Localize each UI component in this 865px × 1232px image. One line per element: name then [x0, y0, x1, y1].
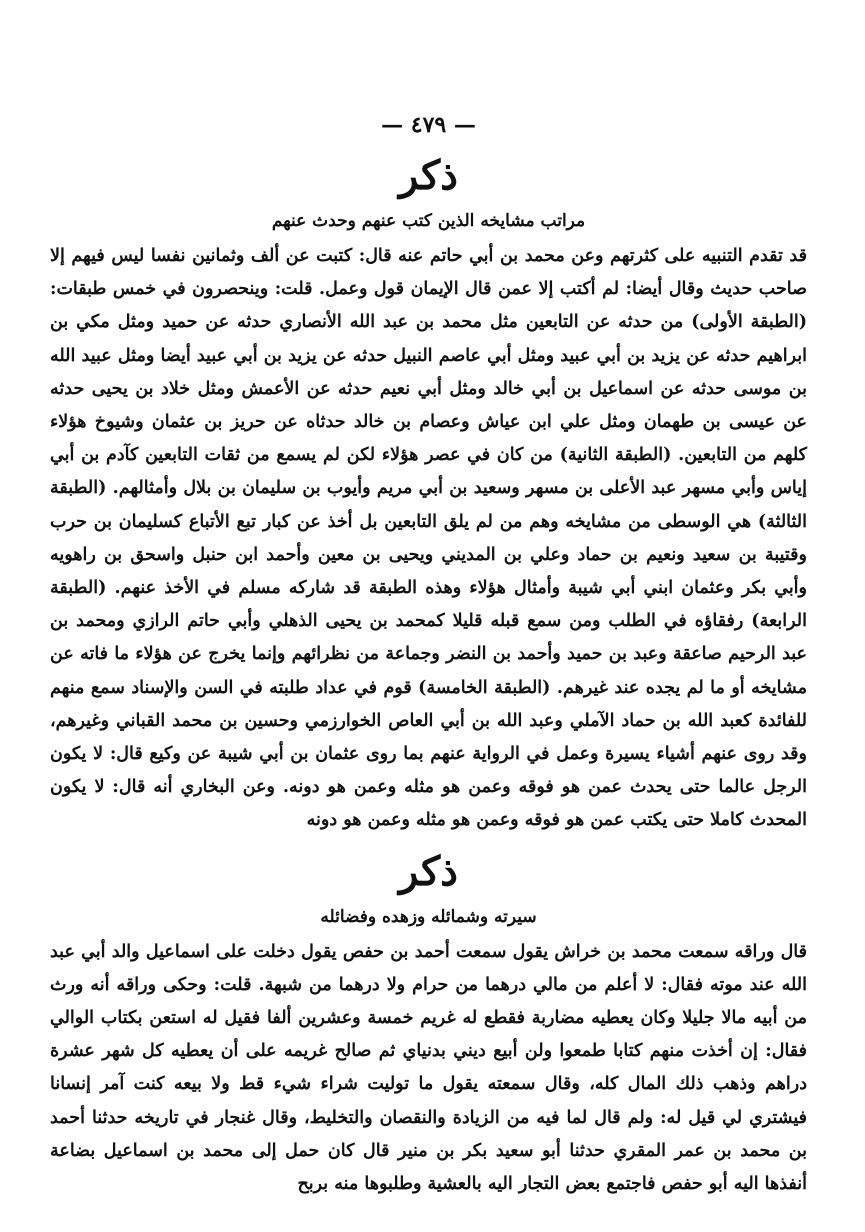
section-2-subheading: سيرته وشمائله وزهده وفضائله: [320, 906, 537, 927]
section-2-paragraph: قال وراقه سمعت محمد بن خراش يقول سمعت أحمد بن حفص يقول دخلت على اسماعيل والد أبي عبد الله عند موته فقال: لا أعلم من مالي درهما من حرام ولا درهما من شبهة. قلت: وحكى وراقه أنه ورث من أبيه مالا جليلا وكان يعطيه مضاربة فقطع له غريم خمسة وعشرين ألفا فقيل له استعن بكتاب الوالي فقال: إن أخذت منهم كتابا طمعوا ولن أبيع ديني بدنياي ثم صالح غريمه على أن يعطيه كل شهر عشرة دراهم وذهب ذلك المال كله، وقال سمعته يقول ما توليت شراء شيء قط ولا بيعه كنت آمر إنسانا فيشتري لي قيل له: ولم قال لما فيه من الزيادة والنقصان والتخليط، وقال غنجار في تاريخه حدثنا أحمد بن محمد بن عمر المقري حدثنا أبو سعيد بكر بن منير قال كان حمل إلى محمد بن اسماعيل بضاعة أنفذها اليه أبو حفص فاجتمع بعض التجار اليه بالعشية وطلبوها منه بربح: [50, 941, 807, 1195]
section-1: [50, 150, 807, 838]
section-1-paragraph: قد تقدم التنبيه على كثرتهم وعن محمد بن أبي حاتم عنه قال: كتبت عن ألف وثمانين نفسا ليس فيهم إلا صاحب حديث وقال أيضا: لم أكتب إلا عمن قال الإيمان قول وعمل. قلت: وينحصرون في خمس طبقات: (الطبقة الأولى) من حدثه عن التابعين مثل محمد بن عبد الله الأنصاري حدثه عن حميد ومثل مكي بن ابراهيم حدثه عن يزيد بن أبي عبيد ومثل أبي عاصم النبيل حدثه عن يزيد بن أبي عبيد أيضا ومثل عبيد الله بن موسى حدثه عن اسماعيل بن أبي خالد ومثل أبي نعيم حدثه عن الأعمش ومثل خلاد بن يحيى حدثه عن عيسى بن طهمان ومثل علي ابن عياش وعصام بن خالد حدثاه عن حريز بن عثمان وشيوخ هؤلاء كلهم من التابعين. (الطبقة الثانية) من كان في عصر هؤلاء لكن لم يسمع من ثقات التابعين كآدم بن أبي إياس وأبي مسهر عبد الأعلى بن مسهر وسعيد بن أبي مريم وأيوب بن سليمان بن بلال وأمثالهم. (الطبقة الثالثة) هي الوسطى من مشايخه وهم من لم يلق التابعين بل أخذ عن كبار تبع الأتباع كسليمان بن حرب وقتيبة بن سعيد ونعيم بن حماد وعلي بن المديني ويحيى بن معين وأحمد ابن حنبل واسحق بن راهويه وأبي بكر وعثمان ابني أبي شيبة وأمثال هؤلاء وهذه الطبقة قد شاركه مسلم في الأخذ عنهم. (الطبقة الرابعة) رفقاؤه في الطلب ومن سمع قبله قليلا كمحمد بن يحيى الذهلي وأبي حاتم الرازي ومحمد بن عبد الرحيم صاعقة وعبد بن حميد وأحمد بن النضر وجماعة من نظرائهم وإنما يخرج عن هؤلاء ما فاته عن مشايخه أو ما لم يجده عند غيرهم. (الطبقة الخامسة) قوم في عداد طلبته في السن والإسناد سمع منهم للفائدة كعبد الله بن حماد الآملي وعبد الله بن أبي العاص الخوارزمي وحسين بن محمد القباني وغيرهم، وقد روى عنهم أشياء يسيرة وعمل في الرواية عنهم بما روى عثمان بن أبي شيبة عن وكيع قال: لا يكون الرجل عالما حتى يحدث عمن هو فوقه وعمن هو مثله وعمن هو دونه. وعن البخاري أنه قال: لا يكون المحدث كاملا حتى يكتب عمن هو فوقه وعمن هو مثله وعمن هو دونه: [50, 246, 807, 831]
section-1-subheading: مراتب مشايخه الذين كتب عنهم وحدث عنهم: [271, 211, 586, 231]
section-2: [50, 846, 807, 1202]
section-2-heading: ذكر: [399, 847, 458, 895]
page-number: — ٤٧٩ —: [381, 112, 476, 138]
section-1-heading: ذكر: [399, 152, 458, 199]
